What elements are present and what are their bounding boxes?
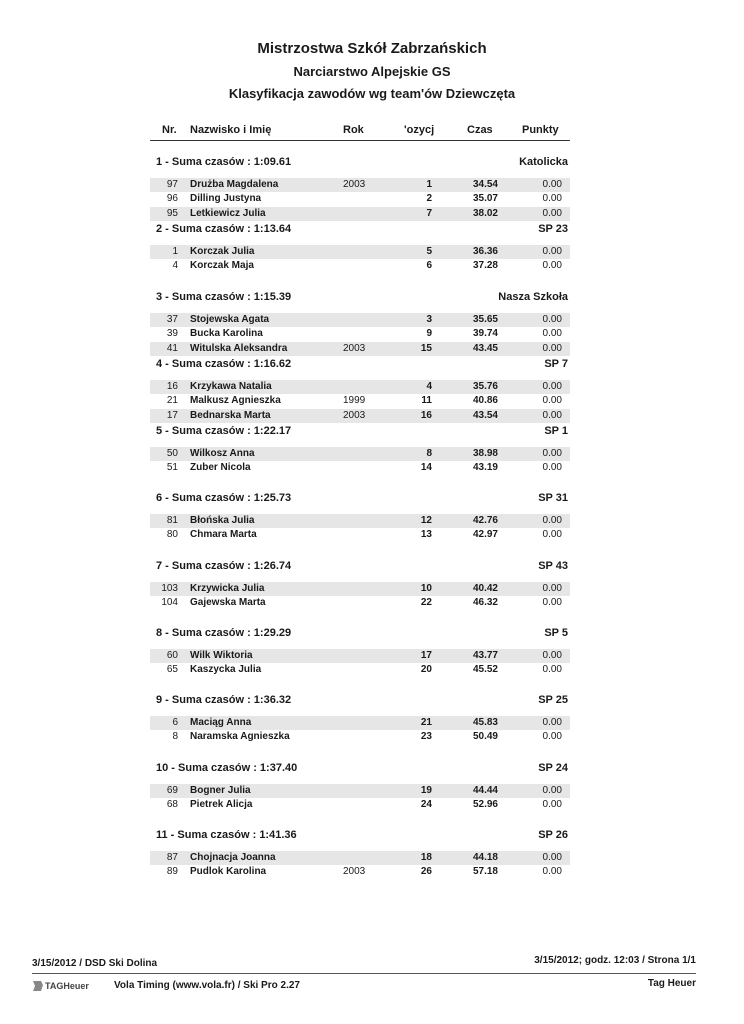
cell-rok: 2003 [343, 179, 366, 190]
result-row [150, 447, 570, 461]
cell-pkt: 0.00 [542, 246, 562, 258]
team-header [150, 627, 570, 643]
cell-nr: 104 [161, 596, 178, 608]
team-sum: 11 - Suma czasów : 1:41.36 [156, 828, 297, 841]
team-block [150, 623, 570, 690]
cell-pkt: 0.00 [542, 208, 562, 219]
cell-czas: 46.32 [472, 596, 498, 608]
team-header [150, 829, 570, 845]
cell-name: Witulska Aleksandra [190, 342, 288, 354]
cell-nr: 50 [166, 448, 178, 460]
cell-nr: 97 [166, 179, 178, 190]
cell-name: Pudlok Karolina [190, 865, 267, 877]
cell-poz: 17 [420, 650, 432, 662]
cell-czas: 44.44 [472, 784, 498, 796]
cell-poz: 20 [420, 664, 432, 676]
cell-pkt: 0.00 [542, 327, 562, 339]
cell-czas: 38.98 [472, 448, 498, 460]
cell-pkt: 0.00 [542, 515, 562, 527]
cell-poz: 13 [420, 529, 432, 541]
footer-divider [32, 973, 696, 974]
team-block [150, 825, 570, 892]
cell-poz: 23 [420, 731, 432, 743]
cell-pkt: 0.00 [542, 650, 562, 662]
cell-nr: 95 [166, 208, 178, 219]
cell-nr: 80 [166, 529, 178, 541]
cell-czas: 43.19 [472, 462, 498, 474]
team-header [150, 425, 570, 441]
cell-poz: 8 [426, 448, 432, 460]
team-name: SP 24 [538, 761, 568, 774]
team-sum: 4 - Suma czasów : 1:16.62 [156, 357, 292, 370]
cell-poz: 26 [420, 865, 432, 877]
cell-pkt: 0.00 [542, 582, 562, 594]
column-header [150, 124, 570, 141]
result-row [150, 245, 570, 259]
cell-nr: 69 [166, 784, 178, 796]
cell-czas: 37.28 [472, 260, 498, 272]
result-row [150, 259, 570, 273]
cell-rok: 2003 [343, 865, 366, 877]
cell-name: Wilk Wiktoria [190, 650, 253, 662]
team-sum: 6 - Suma czasów : 1:25.73 [156, 492, 292, 505]
page-title: Mistrzostwa Szkół Zabrzańskich [257, 40, 487, 57]
cell-nr: 103 [161, 582, 178, 594]
cell-nr: 16 [166, 380, 178, 392]
result-row [150, 784, 570, 798]
team-sum: 3 - Suma czasów : 1:15.39 [156, 290, 292, 303]
cell-czas: 44.18 [472, 851, 498, 863]
cell-czas: 43.54 [472, 409, 498, 421]
cell-poz: 21 [420, 717, 432, 729]
cell-poz: 18 [420, 851, 432, 863]
team-sum: 7 - Suma czasów : 1:26.74 [156, 559, 292, 572]
result-row [150, 178, 570, 192]
cell-pkt: 0.00 [542, 179, 562, 190]
cell-nr: 41 [166, 342, 178, 354]
team-sum: 9 - Suma czasów : 1:36.32 [156, 694, 292, 707]
team-name: SP 43 [538, 559, 568, 572]
cell-poz: 22 [420, 596, 432, 608]
cell-pkt: 0.00 [542, 798, 562, 810]
cell-pkt: 0.00 [542, 380, 562, 392]
footer-date-page: 3/15/2012; godz. 12:03 / Strona 1/1 [534, 955, 696, 966]
cell-nr: 1 [172, 246, 178, 258]
cell-pkt: 0.00 [542, 260, 562, 272]
cell-czas: 35.76 [472, 380, 498, 392]
team-block [150, 758, 570, 825]
team-block [150, 556, 570, 623]
cell-nr: 68 [166, 798, 178, 810]
cell-czas: 35.07 [472, 193, 498, 204]
team-header [150, 762, 570, 778]
cell-name: Zuber Nicola [190, 462, 251, 474]
cell-czas: 35.65 [472, 313, 498, 325]
column-punkty: Punkty [522, 124, 559, 136]
column-czas: Czas [467, 124, 493, 136]
result-row [150, 528, 570, 542]
column-pozycja: 'ozycj [404, 124, 435, 136]
cell-czas: 42.76 [472, 515, 498, 527]
team-name: Katolicka [519, 156, 568, 168]
team-block [150, 152, 570, 219]
cell-name: Dilling Justyna [190, 193, 262, 204]
team-block [150, 421, 570, 488]
team-sum: 2 - Suma czasów : 1:13.64 [156, 223, 292, 236]
tag-heuer-logo [32, 979, 96, 993]
cell-czas: 40.86 [472, 394, 498, 406]
cell-name: Pietrek Alicja [190, 798, 253, 810]
column-nr: Nr. [162, 124, 177, 136]
cell-pkt: 0.00 [542, 784, 562, 796]
cell-poz: 1 [426, 179, 432, 190]
result-row [150, 514, 570, 528]
cell-name: Błońska Julia [190, 515, 255, 527]
result-row [150, 582, 570, 596]
cell-name: Bogner Julia [190, 784, 251, 796]
result-row [150, 313, 570, 327]
cell-name: Wilkosz Anna [190, 448, 255, 460]
cell-poz: 3 [426, 313, 432, 325]
cell-name: Krzywicka Julia [190, 582, 265, 594]
cell-name: Letkiewicz Julia [190, 208, 266, 219]
team-header [150, 560, 570, 576]
cell-name: Bednarska Marta [190, 409, 271, 421]
column-name: Nazwisko i Imię [190, 124, 272, 136]
cell-rok: 1999 [343, 394, 366, 406]
cell-czas: 36.36 [472, 246, 498, 258]
cell-poz: 9 [426, 327, 432, 339]
cell-pkt: 0.00 [542, 342, 562, 354]
cell-poz: 16 [420, 409, 432, 421]
cell-nr: 87 [166, 851, 178, 863]
cell-nr: 4 [172, 260, 178, 272]
cell-poz: 6 [426, 260, 432, 272]
classification-title: Klasyfikacja zawodów wg team'ów Dziewczęta [228, 86, 516, 101]
result-row [150, 327, 570, 341]
cell-czas: 45.52 [472, 664, 498, 676]
cell-name: Chojnacja Joanna [190, 851, 276, 863]
result-row [150, 380, 570, 394]
result-row [150, 394, 570, 408]
cell-name: Chmara Marta [190, 529, 257, 541]
cell-czas: 38.02 [472, 208, 498, 219]
cell-name: Gajewska Marta [190, 596, 266, 608]
cell-pkt: 0.00 [542, 731, 562, 743]
team-header [150, 291, 570, 307]
cell-nr: 89 [166, 865, 178, 877]
team-name: SP 23 [538, 223, 568, 236]
team-header [150, 492, 570, 508]
cell-poz: 14 [420, 462, 432, 474]
cell-czas: 57.18 [472, 865, 498, 877]
result-row [150, 798, 570, 812]
cell-poz: 12 [420, 515, 432, 527]
cell-nr: 60 [166, 650, 178, 662]
cell-poz: 19 [420, 784, 432, 796]
cell-name: Korczak Julia [190, 246, 255, 258]
cell-czas: 50.49 [472, 731, 498, 743]
team-block [150, 690, 570, 757]
cell-czas: 52.96 [472, 798, 498, 810]
cell-name: Stojewska Agata [190, 313, 270, 325]
team-header [150, 156, 570, 172]
cell-pkt: 0.00 [542, 717, 562, 729]
cell-rok: 2003 [343, 409, 366, 421]
cell-name: Kaszycka Julia [190, 664, 262, 676]
cell-czas: 42.97 [472, 529, 498, 541]
cell-poz: 5 [426, 246, 432, 258]
result-row [150, 851, 570, 865]
result-row [150, 192, 570, 206]
cell-pkt: 0.00 [542, 193, 562, 204]
cell-name: Drużba Magdalena [190, 179, 279, 190]
team-block [150, 354, 570, 421]
cell-poz: 15 [420, 342, 432, 354]
team-name: SP 25 [538, 694, 568, 707]
cell-nr: 6 [172, 717, 178, 729]
team-sum: 1 - Suma czasów : 1:09.61 [156, 156, 292, 168]
cell-pkt: 0.00 [542, 664, 562, 676]
cell-name: Maciąg Anna [190, 717, 252, 729]
team-sum: 5 - Suma czasów : 1:22.17 [156, 425, 292, 438]
cell-name: Korczak Maja [190, 260, 254, 272]
cell-pkt: 0.00 [542, 851, 562, 863]
team-sum: 10 - Suma czasów : 1:37.40 [156, 761, 298, 774]
cell-nr: 51 [166, 462, 178, 474]
result-row [150, 865, 570, 879]
result-row [150, 663, 570, 677]
cell-poz: 24 [420, 798, 432, 810]
cell-czas: 40.42 [472, 582, 498, 594]
cell-poz: 7 [426, 208, 432, 219]
cell-nr: 17 [166, 409, 178, 421]
cell-name: Naramska Agnieszka [190, 731, 290, 743]
footer-brand: Tag Heuer [647, 978, 696, 989]
result-row [150, 730, 570, 744]
team-name: SP 1 [544, 425, 568, 438]
cell-pkt: 0.00 [542, 394, 562, 406]
cell-czas: 43.45 [472, 342, 498, 354]
logo-text: TAGHeuer [45, 981, 89, 991]
team-header [150, 694, 570, 710]
cell-pkt: 0.00 [542, 313, 562, 325]
result-row [150, 716, 570, 730]
cell-czas: 45.83 [472, 717, 498, 729]
cell-pkt: 0.00 [542, 529, 562, 541]
cell-pkt: 0.00 [542, 865, 562, 877]
cell-pkt: 0.00 [542, 448, 562, 460]
cell-nr: 37 [166, 313, 178, 325]
result-row [150, 596, 570, 610]
cell-nr: 65 [166, 664, 178, 676]
cell-czas: 34.54 [472, 179, 498, 190]
results-list [150, 152, 570, 892]
cell-poz: 4 [426, 380, 432, 392]
result-row [150, 649, 570, 663]
team-name: SP 31 [538, 492, 568, 505]
footer-software: Vola Timing (www.vola.fr) / Ski Pro 2.27 [114, 980, 300, 991]
page-subtitle: Narciarstwo Alpejskie GS [293, 64, 451, 79]
cell-pkt: 0.00 [542, 462, 562, 474]
cell-pkt: 0.00 [542, 409, 562, 421]
team-sum: 8 - Suma czasów : 1:29.29 [156, 627, 292, 640]
team-name: SP 7 [544, 357, 568, 370]
team-header [150, 223, 570, 239]
cell-nr: 21 [166, 394, 178, 406]
cell-nr: 39 [166, 327, 178, 339]
team-block [150, 488, 570, 555]
team-block [150, 287, 570, 354]
team-name: SP 26 [538, 828, 568, 841]
result-row [150, 461, 570, 475]
cell-czas: 39.74 [472, 327, 498, 339]
cell-nr: 81 [166, 515, 178, 527]
cell-nr: 8 [172, 731, 178, 743]
cell-name: Bucka Karolina [190, 327, 263, 339]
cell-name: Malkusz Agnieszka [190, 394, 281, 406]
cell-rok: 2003 [343, 342, 366, 354]
footer-event-info: 3/15/2012 / DSD Ski Dolina [32, 958, 158, 969]
cell-pkt: 0.00 [542, 596, 562, 608]
cell-poz: 11 [421, 394, 432, 406]
cell-poz: 10 [420, 582, 432, 594]
cell-czas: 43.77 [472, 650, 498, 662]
cell-poz: 2 [426, 193, 432, 204]
team-block [150, 219, 570, 286]
cell-nr: 96 [166, 193, 178, 204]
team-header [150, 358, 570, 374]
team-name: Nasza Szkoła [498, 290, 568, 303]
cell-name: Krzykawa Natalia [190, 380, 272, 392]
column-rok: Rok [343, 124, 364, 136]
team-name: SP 5 [544, 627, 568, 640]
